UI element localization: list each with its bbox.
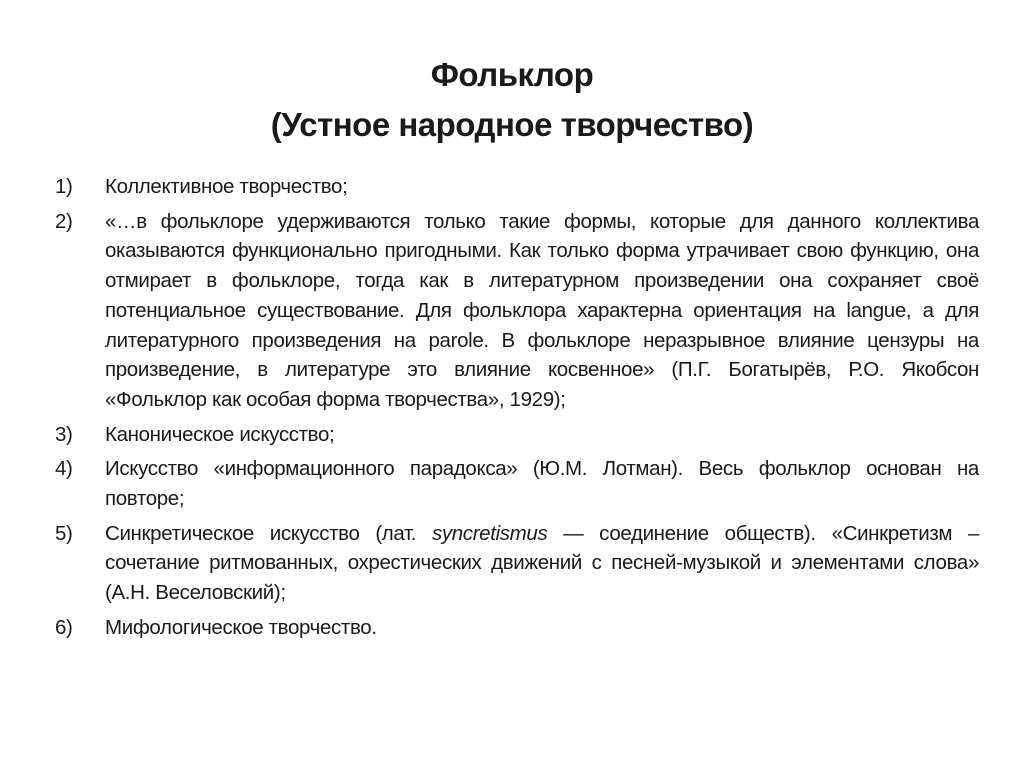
list-item — [55, 207, 979, 415]
item-text-before: Синкретическое искусство (лат. — [105, 521, 432, 545]
list-item — [55, 420, 979, 450]
item-text-after: — соединение обществ). «Синкретизм – сочетание ритмованных, охрестических движений с песней-музыкой и элементами слова» (А.Н. Веселовский); — [105, 521, 979, 605]
list-item — [55, 519, 979, 608]
item-text-italic: syncretismus — [431, 521, 548, 545]
item-number: 4) — [55, 457, 73, 481]
item-text: Коллективное творчество; — [105, 175, 348, 198]
item-number: 3) — [55, 422, 73, 446]
list-item — [55, 613, 979, 643]
item-text: «…в фольклоре удерживаются только такие формы, которые для данного коллектива оказываются функционально пригодными. Как только форма утрачивает свою функцию, она отмирает в фольклоре, тогда как в литературном произведении она сохраняет своё потенциальное существование. Для фольклора характерна ориентация на langue, а для литературного произведения на parole. В фольклоре неразрывное влияние цензуры на произведение, в литературе это влияние косвенное» (П.Г. Богатырёв, Р.О. Якобсон «Фольклор как особая форма творчества», 1929); — [105, 209, 979, 411]
item-text: Каноническое искусство; — [105, 422, 335, 446]
list-item — [55, 454, 979, 513]
item-text: Мифологическое творчество. — [105, 615, 377, 639]
title-line-2: (Устное народное творчество) — [270, 106, 754, 143]
item-number: 2) — [55, 209, 73, 233]
title-line-1: Фольклор — [430, 56, 594, 93]
item-number: 1) — [55, 175, 73, 198]
item-text: Искусство «информационного парадокса» (Ю.М. Лотман). Весь фольклор основан на повторе; — [105, 457, 979, 511]
item-number: 5) — [55, 521, 73, 545]
item-number: 6) — [55, 615, 73, 639]
list-item — [55, 172, 979, 202]
feature-list — [55, 172, 979, 648]
slide-title — [0, 50, 1024, 150]
